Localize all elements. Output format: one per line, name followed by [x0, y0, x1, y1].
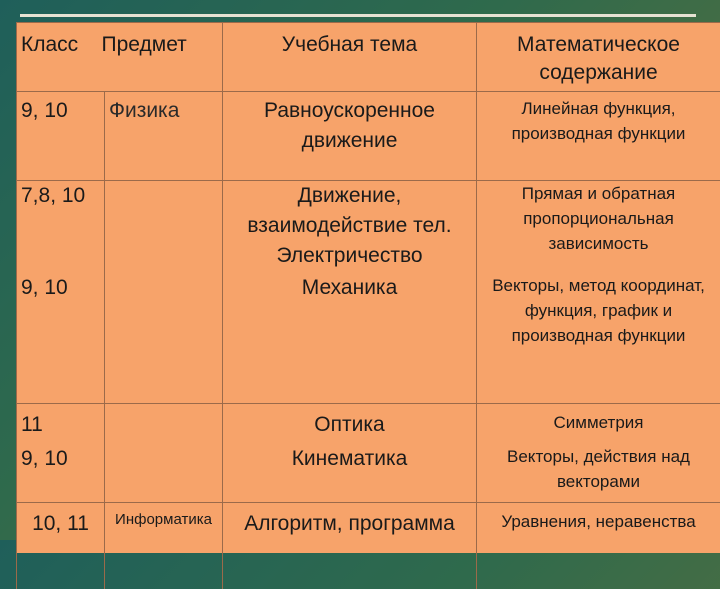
cell-math: Линейная функция, производная функции — [477, 92, 720, 181]
cell-topic: Алгоритм, программа — [223, 503, 477, 589]
table-row — [17, 442, 720, 503]
cell-subject — [105, 181, 223, 274]
cell-math: Векторы, действия над векторами — [477, 442, 720, 503]
cell-class: 7,8, 10 — [17, 181, 105, 274]
cell-class: 9, 10 — [17, 92, 105, 181]
cell-math: Симметрия — [477, 404, 720, 443]
cell-math: Уравнения, неравенства — [477, 503, 720, 589]
table-row — [17, 273, 720, 404]
cell-topic: Оптика — [223, 404, 477, 443]
cell-topic: Кинематика — [223, 442, 477, 503]
cell-subject — [105, 442, 223, 503]
header-topic: Учебная тема — [223, 23, 477, 92]
header-subject: Предмет — [102, 33, 187, 56]
cell-class: 10, 11 — [17, 503, 105, 589]
table-row — [17, 404, 720, 443]
curriculum-table — [16, 22, 720, 553]
cell-math: Прямая и обратная пропорциональная зависимость — [477, 181, 720, 274]
cell-topic: Механика — [223, 273, 477, 404]
cell-class: 9, 10 — [17, 442, 105, 503]
table-row — [17, 503, 720, 589]
table-row — [17, 92, 720, 181]
cell-subject: Информатика — [105, 503, 223, 589]
cell-topic: Равноускоренное движение — [223, 92, 477, 181]
cell-math: Векторы, метод координат, функция, график и производная функции — [477, 273, 720, 404]
cell-subject — [105, 404, 223, 443]
header-class: Класс — [21, 33, 78, 56]
header-cell-class-subject — [17, 23, 223, 92]
cell-subject: Физика — [105, 92, 223, 181]
table-row — [17, 181, 720, 274]
cell-topic: Движение, взаимодействие тел. Электричество — [223, 181, 477, 274]
cell-class: 9, 10 — [17, 273, 105, 404]
cell-class: 11 — [17, 404, 105, 443]
cell-subject — [105, 273, 223, 404]
top-rule — [20, 14, 696, 17]
table-header-row — [17, 23, 720, 92]
header-math: Математическое содержание — [477, 23, 720, 92]
